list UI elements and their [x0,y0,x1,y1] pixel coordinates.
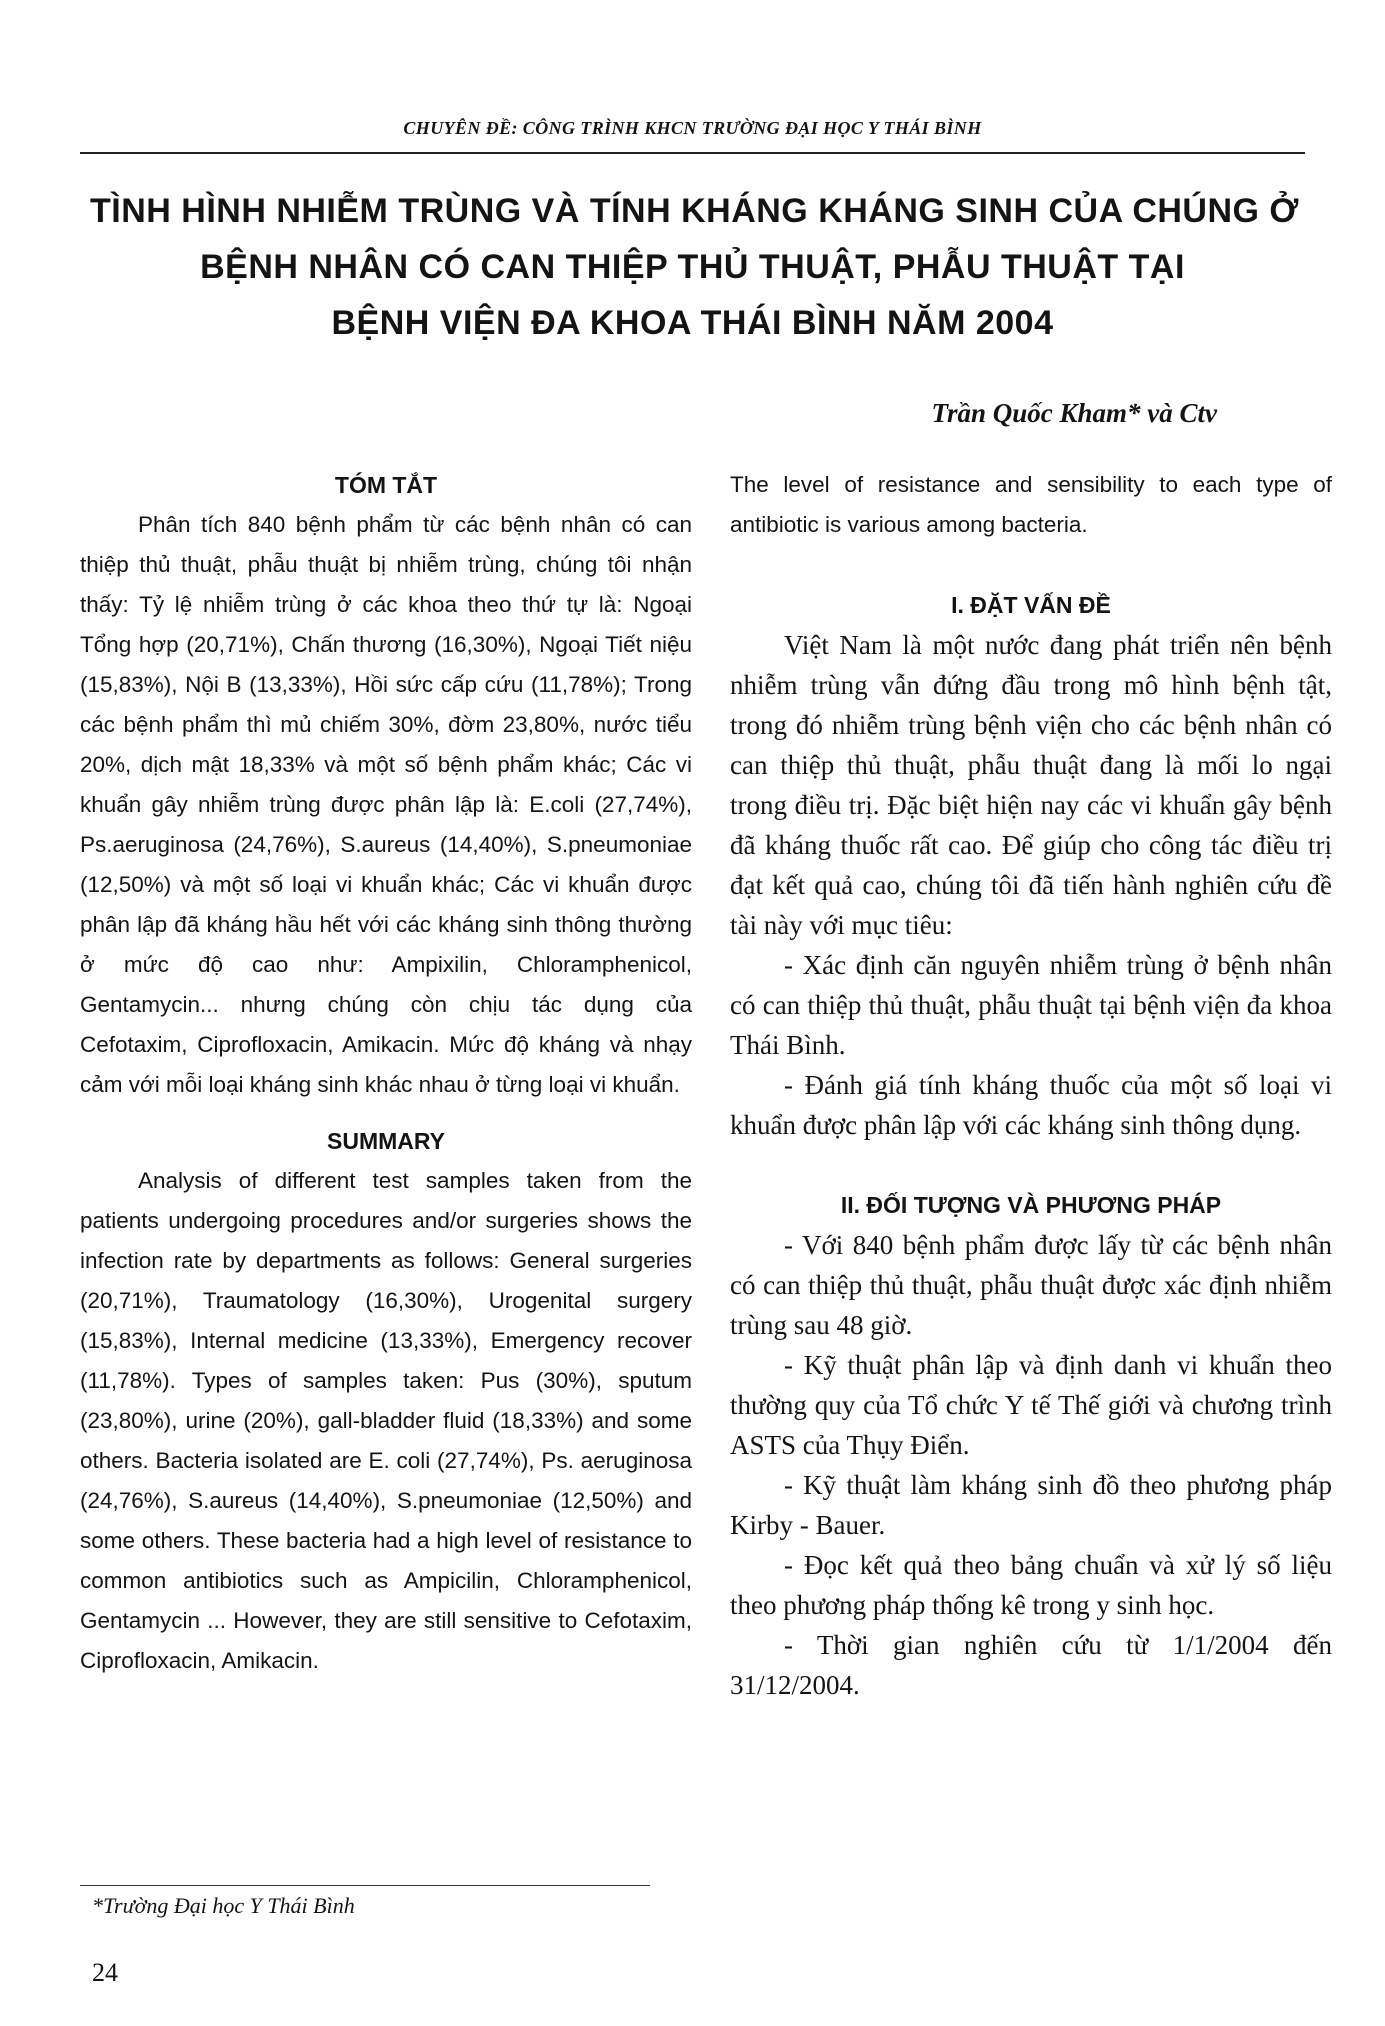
method-item: - Thời gian nghiên cứu từ 1/1/2004 đến 31/12/2004. [730,1630,1332,1700]
right-column [730,465,1332,1705]
section-1-heading: I. ĐẶT VẤN ĐỀ [951,592,1111,618]
goal-item: - Đánh giá tính kháng thuốc của một số loại vi khuẩn được phân lập với các kháng sinh thông dụng. [730,1070,1332,1140]
method-item: - Đọc kết quả theo bảng chuẩn và xử lý số liệu theo phương pháp thống kê trong y sinh học. [730,1550,1332,1620]
page-number: 24 [92,1958,118,1987]
method-item: - Kỹ thuật làm kháng sinh đồ theo phương pháp Kirby - Bauer. [730,1470,1332,1540]
footnote: *Trường Đại học Y Thái Bình [92,1893,355,1918]
section-1-intro: Việt Nam là một nước đang phát triển nên bệnh nhiễm trùng vẫn đứng đầu trong mô hình bệnh tật, trong đó nhiễm trùng bệnh viện cho các bệnh nhân có can thiệp thủ thuật, phẫu thuật đang là mối lo ngại trong điều trị. Đặc biệt hiện nay các vi khuẩn gây bệnh đã kháng thuốc rất cao. Để giúp cho công tác điều trị đạt kết quả cao, chúng tôi đã tiến hành nghiên cứu đề tài này với mục tiêu: [730,630,1332,940]
title-line-1: TÌNH HÌNH NHIỄM TRÙNG VÀ TÍNH KHÁNG KHÁNG SINH CỦA CHÚNG Ở [90,192,1299,230]
title-line-3: BỆNH VIỆN ĐA KHOA THÁI BÌNH NĂM 2004 [331,304,1054,342]
header-rule [80,152,1305,154]
goal-item: - Xác định căn nguyên nhiễm trùng ở bệnh nhân có can thiệp thủ thuật, phẫu thuật tại bệnh viện đa khoa Thái Bình. [730,950,1332,1060]
summary-continuation: The level of resistance and sensibility to each type of antibiotic is various among bacteria. [730,472,1332,537]
article-title [90,183,1299,351]
method-item: - Với 840 bệnh phẩm được lấy từ các bệnh nhân có can thiệp thủ thuật, phẫu thuật được xác định nhiễm trùng sau 48 giờ. [730,1230,1332,1340]
method-item: - Kỹ thuật phân lập và định danh vi khuẩn theo thường quy của Tổ chức Y tế Thế giới và chương trình ASTS của Thụy Điển. [730,1350,1332,1460]
abstract-vi-heading: TÓM TẮT [334,472,438,498]
left-column [80,465,692,1681]
abstract-vi-text: Phân tích 840 bệnh phẩm từ các bệnh nhân có can thiệp thủ thuật, phẫu thuật bị nhiễm trùng, chúng tôi nhận thấy: Tỷ lệ nhiễm trùng ở các khoa theo thứ tự là: Ngoại Tổng hợp (20,71%), Chấn thương (16,30%), Ngoại Tiết niệu (15,83%), Nội B (13,33%), Hồi sức cấp cứu (11,78%); Trong các bệnh phẩm thì mủ chiếm 30%, đờm 23,80%, nước tiểu 20%, dịch mật 18,33% và một số bệnh phẩm khác; Các vi khuẩn gây nhiễm trùng được phân lập là: E.coli (27,74%), Ps.aeruginosa (24,76%), S.aureus (14,40%), S.pneumoniae (12,50%) và một số loại vi khuẩn khác; Các vi khuẩn được phân lập đã kháng hầu hết với các kháng sinh thông thường ở mức độ cao như: Ampixilin, Chloramphenicol, Gentamycin... nhưng chúng còn chịu tác dụng của Cefotaxim, Ciprofloxacin, Amikacin. Mức độ kháng và nhạy cảm với mỗi loại kháng sinh khác nhau ở từng loại vi khuẩn. [80,512,692,1097]
footnote-rule [80,1885,650,1886]
summary-text: Analysis of different test samples taken from the patients undergoing procedures and/or surgeries shows the infection rate by departments as follows: General surgeries (20,71%), Traumatology (16,30%), Urogenital surgery (15,83%), Internal medicine (13,33%), Emergency recover (11,78%). Types of samples taken: Pus (30%), sputum (23,80%), urine (20%), gall-bladder fluid (18,33%) and some others. Bacteria isolated are E. coli (27,74%), Ps. aeruginosa (24,76%), S.aureus (14,40%), S.pneumoniae (12,50%) and some others. These bacteria had a high level of resistance to common antibiotics such as Ampicilin, Chloramphenicol, Gentamycin ... However, they are still sensitive to Cefotaxim, Ciprofloxacin, Amikacin. [80,1168,692,1673]
section-2-heading: II. ĐỐI TƯỢNG VÀ PHƯƠNG PHÁP [840,1192,1222,1218]
title-line-2: BỆNH NHÂN CÓ CAN THIỆP THỦ THUẬT, PHẪU THUẬT TẠI [200,248,1185,286]
author-line: Trần Quốc Kham* và Ctv [931,398,1217,428]
running-head: CHUYÊN ĐỀ: CÔNG TRÌNH KHCN TRƯỜNG ĐẠI HỌC Y THÁI BÌNH [403,118,982,138]
summary-heading: SUMMARY [327,1128,445,1154]
